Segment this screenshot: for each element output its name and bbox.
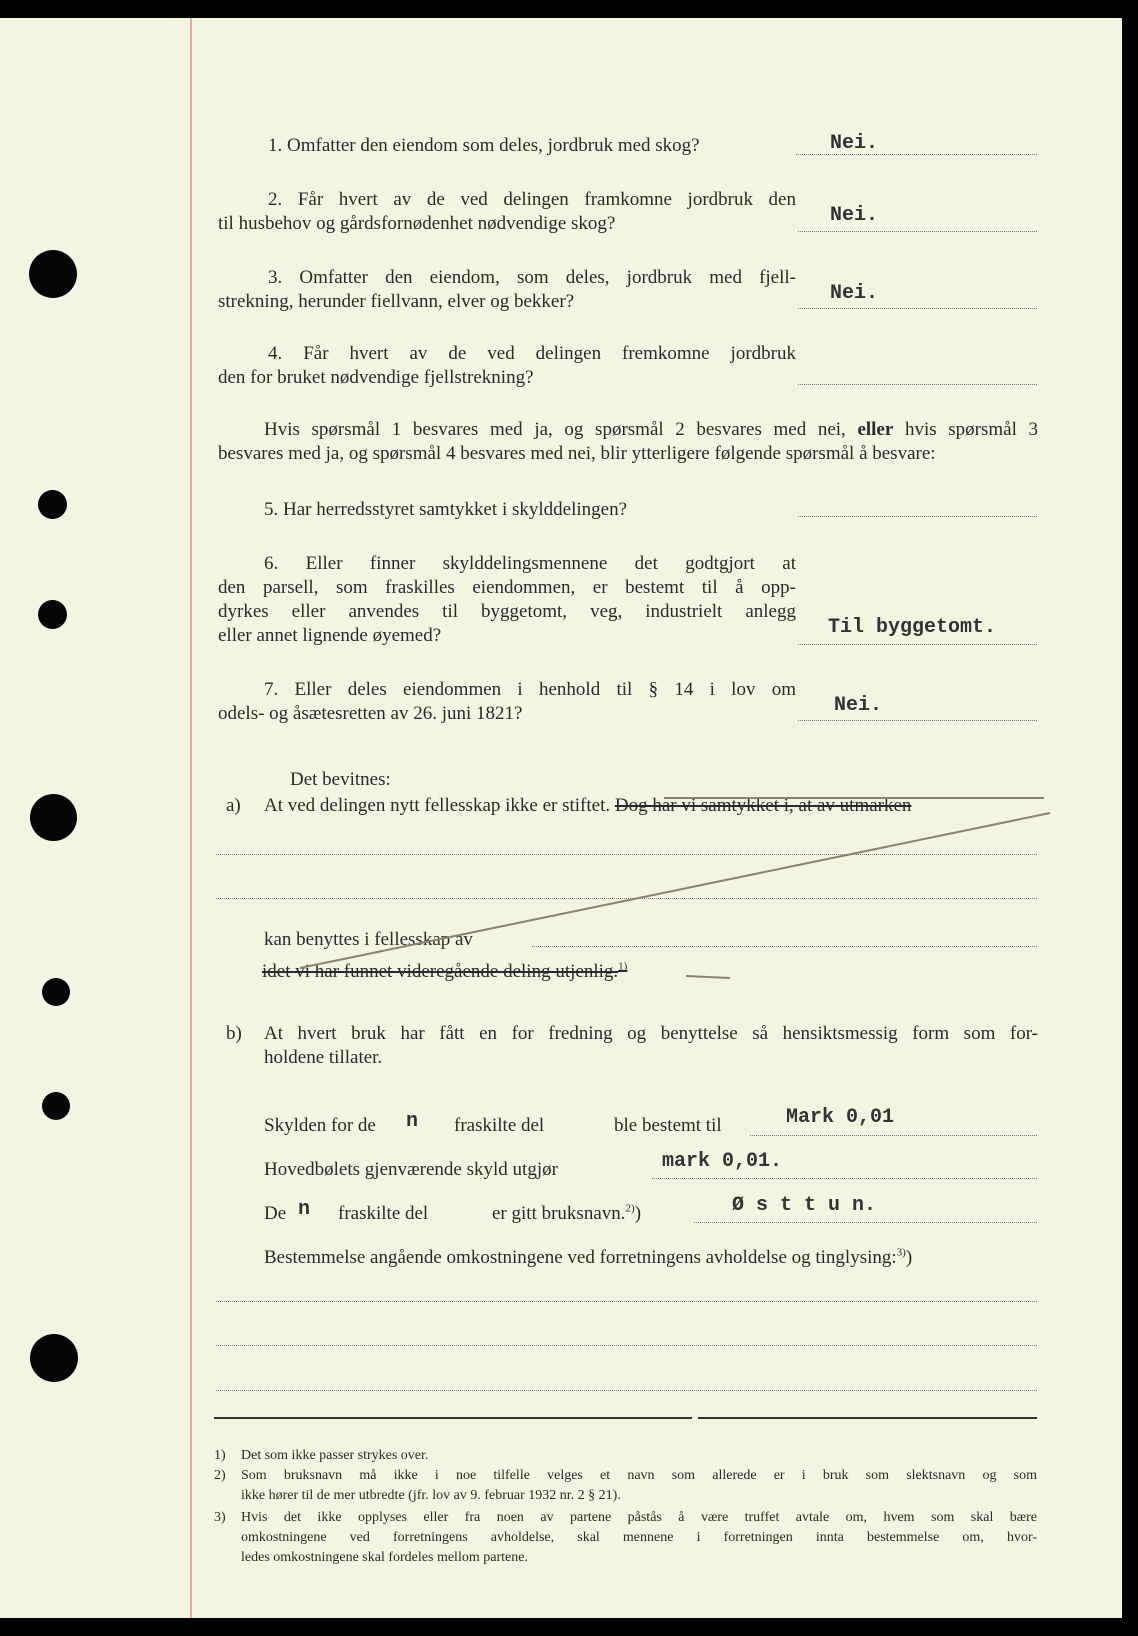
question-6-line-4: eller annet lignende øyemed? bbox=[218, 625, 442, 646]
shared-use-label: kan benyttes i fellesskap av bbox=[264, 929, 473, 950]
attest-heading: Det bevitnes: bbox=[290, 769, 391, 790]
footnote-ref: 1) bbox=[618, 960, 628, 973]
attest-b-line-1: At hvert bruk har fått en for fredning og benyttelse så hensiktsmessig form som for- bbox=[264, 1023, 1038, 1044]
answer-3: Nei. bbox=[830, 282, 879, 305]
navn-value: Ø s t t u n. bbox=[732, 1194, 877, 1217]
conditional-emphasis: eller bbox=[857, 419, 894, 440]
question-7-line-1: 7. Eller deles eiendommen i henhold til § 14 i lov om bbox=[264, 679, 796, 700]
form-page bbox=[0, 18, 1122, 1618]
footnote-3-line: Hvis det ikke opplyses eller fra noen av partene påstås å være truffet avtale om, hvem som skal bære bbox=[241, 1510, 1037, 1525]
footnote-2-line: ikke hører til de mer utbredte (jfr. lov av 9. februar 1932 nr. 2 § 21). bbox=[241, 1488, 621, 1503]
hoved-label: Hovedbølets gjenværende skyld utgjør bbox=[264, 1159, 558, 1180]
attest-a-label: a) bbox=[226, 795, 241, 816]
question-1: 1. Omfatter den eiendom som deles, jordbruk med skog? bbox=[268, 135, 700, 156]
footnote-rule bbox=[214, 1417, 692, 1419]
pencil-strike-line bbox=[0, 18, 1122, 1018]
skyld-label-1: Skylden for de bbox=[264, 1115, 376, 1136]
footnote-3-line: omkostningene ved forretningens avholdelse, skal mennene i forretningen innta bestemmelse om, hvor- bbox=[241, 1530, 1037, 1545]
skyld-line bbox=[750, 1135, 1037, 1136]
navn-label-1: De bbox=[264, 1203, 287, 1224]
attest-a-text: At ved delingen nytt fellesskap ikke er stiftet. bbox=[264, 795, 611, 816]
navn-label-text: er gitt bruksnavn. bbox=[492, 1203, 626, 1224]
question-3-line-1: 3. Omfatter den eiendom, som deles, jordbruk med fjell- bbox=[268, 267, 796, 288]
question-6-line-3: dyrkes eller anvendes til byggetomt, veg, industrielt anlegg bbox=[218, 601, 796, 622]
blank-line bbox=[216, 1390, 1037, 1391]
question-7-line-2: odels- og åsætesretten av 26. juni 1821? bbox=[218, 703, 523, 724]
question-4-line-1: 4. Får hvert av de ved delingen fremkomne jordbruk bbox=[268, 343, 796, 364]
navn-fill: n bbox=[298, 1198, 311, 1221]
attest-b-line-2: holdene tillater. bbox=[264, 1047, 383, 1068]
footnote-1-mark: 1) bbox=[214, 1448, 226, 1463]
punch-hole bbox=[42, 1092, 70, 1120]
question-3-line-2: strekning, herunder fiellvann, elver og bekker? bbox=[218, 291, 575, 312]
skyld-value: Mark 0,01 bbox=[786, 1106, 895, 1129]
struck-line-text: idet vi har funnet videregående deling utjenlig. bbox=[262, 961, 619, 982]
blank-line bbox=[216, 1345, 1037, 1346]
footnote-3-mark: 3) bbox=[214, 1510, 226, 1525]
attest-a-struck: Dog har vi samtykket i, at av utmarken bbox=[614, 795, 912, 816]
skyld-label-2: fraskilte del bbox=[454, 1115, 545, 1136]
question-4-line-2: den for bruket nødvendige fjellstrekning? bbox=[218, 367, 534, 388]
footnote-ref: 3) bbox=[896, 1246, 906, 1259]
question-5: 5. Har herredsstyret samtykket i skylddelingen? bbox=[264, 499, 628, 520]
hoved-value: mark 0,01. bbox=[662, 1150, 783, 1173]
answer-7: Nei. bbox=[834, 694, 883, 717]
navn-paren: ) bbox=[634, 1203, 642, 1224]
hoved-line bbox=[652, 1178, 1037, 1179]
footnote-2-mark: 2) bbox=[214, 1468, 226, 1483]
question-6-line-2: den parsell, som fraskilles eiendommen, er bestemt til å opp- bbox=[218, 577, 796, 598]
answer-6: Til byggetomt. bbox=[828, 616, 997, 639]
conditional-text-b: hvis spørsmål 3 bbox=[904, 419, 1038, 440]
skyld-fill: n bbox=[406, 1110, 419, 1133]
conditional-text-a: Hvis spørsmål 1 besvares med ja, og spørsmål 2 besvares med nei, bbox=[264, 419, 846, 440]
question-2-line-2: til husbehov og gårdsfornødenhet nødvendige skog? bbox=[218, 213, 616, 234]
attest-b-label: b) bbox=[226, 1023, 242, 1044]
answer-2: Nei. bbox=[830, 204, 879, 227]
footnote-2-line: Som bruksnavn må ikke i noe tilfelle velges et navn som allerede er i bruk som slektsnavn og som bbox=[241, 1468, 1037, 1483]
navn-line bbox=[694, 1222, 1037, 1223]
footnote-1-line: Det som ikke passer strykes over. bbox=[241, 1448, 429, 1463]
footnote-ref: 2) bbox=[625, 1202, 635, 1215]
navn-label-2: fraskilte del bbox=[338, 1203, 429, 1224]
blank-line bbox=[216, 1301, 1037, 1302]
skyld-label-3: ble bestemt til bbox=[614, 1115, 722, 1136]
footnote-rule bbox=[698, 1417, 1037, 1419]
cost-paren: ) bbox=[905, 1247, 913, 1268]
conditional-line-2: besvares med ja, og spørsmål 4 besvares med nei, blir ytterligere følgende spørsmål å besvare: bbox=[218, 443, 936, 464]
punch-hole bbox=[30, 1334, 78, 1382]
navn-label-3 bbox=[492, 1202, 641, 1226]
answer-1: Nei. bbox=[830, 132, 879, 155]
question-2-line-1: 2. Får hvert av de ved delingen framkomne jordbruk den bbox=[268, 189, 796, 210]
cost-label-text: Bestemmelse angående omkostningene ved forretningens avholdelse og tinglysing: bbox=[264, 1247, 897, 1268]
footnote-3-line: ledes omkostningene skal fordeles mellom partene. bbox=[241, 1550, 528, 1565]
question-6-line-1: 6. Eller finner skylddelingsmennene det godtgjort at bbox=[264, 553, 796, 574]
cost-label bbox=[264, 1246, 912, 1270]
